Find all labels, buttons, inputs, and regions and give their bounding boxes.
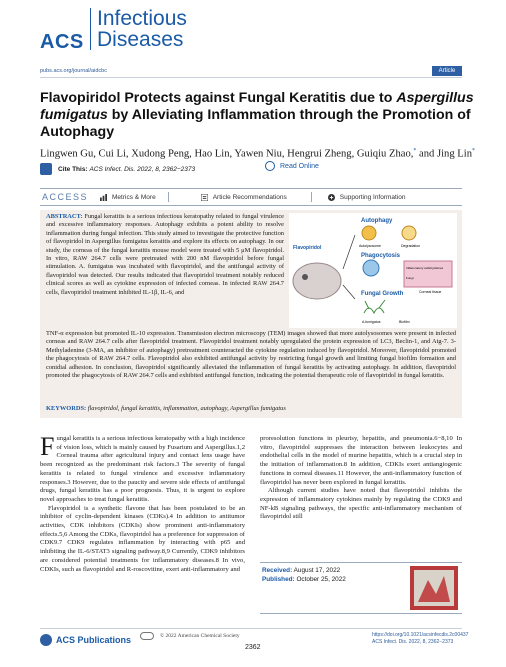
corresponding-author-mark[interactable]: * <box>472 148 476 154</box>
supporting-information-link[interactable]: Supporting Information <box>328 194 406 201</box>
cite-this[interactable]: Cite This: ACS Infect. Dis. 2022, 8, 2362−2373 <box>40 160 195 178</box>
header-divider <box>40 77 462 78</box>
received-dates: Received: August 17, 2022 Published: October 25, 2022 <box>262 567 346 583</box>
mouse-eye <box>302 274 308 280</box>
keywords: KEYWORDS: flavopiridol, fungal keratitis, inflammation, autophagy, Aspergillus fumigatus <box>46 405 286 412</box>
article-type-badge: Article <box>432 66 462 76</box>
degradation-label: Degradation <box>401 244 421 248</box>
body-column-right: proresolution functions in pleurisy, hepatitis, and pneumonia.6−8,10 In vitro, flavopiridol suppresses the interaction between leukocytes and endothelial cells in the model of murine hepatitis, which is a crucial step in the initiation of inflammation.8 In addition, CDKIs exert antiangiogenic functions in corneal diseases.11 However, the anti-inflammatory function of flavopiridol has never been explored in fungal keratitis. Although current studies have noted that flavopiridol inhibits the expression of inflammatory cytokines mainly by regulating the CDK9 and NF-kB signaling pathways, the specific anti-inflammatory mechanism of flavopiridol still <box>260 435 462 521</box>
footer-divider <box>40 628 462 629</box>
autophagy-label: Autophagy <box>361 218 393 224</box>
cornea-tissue-graphic <box>404 261 452 287</box>
acs-logo: ACS <box>40 31 84 53</box>
list-icon <box>201 194 208 201</box>
autolysosome-graphic <box>362 226 376 240</box>
article-recommendations-link[interactable]: Article Recommendations <box>201 194 287 201</box>
phagocytosis-label: Phagocytosis <box>361 253 401 259</box>
access-bar <box>40 188 462 206</box>
doi-info[interactable]: https://doi.org/10.1021/acsinfecdis.2c00437 ACS Infect. Dis. 2022, 8, 2362−2373 <box>372 632 469 645</box>
copyright: © 2022 American Chemical Society <box>160 633 240 639</box>
bar-chart-icon <box>100 194 107 201</box>
citation-reference: ACS Infect. Dis. 2022, 8, 2362−2373 <box>89 165 196 173</box>
macrophage-graphic <box>363 260 379 276</box>
abstract-text: ABSTRACT: Fungal keratitis is a serious infectious keratopathy related to fungal virulence and excessive inflammatory responses. Autophagy exhibits a potent ability to resolve inflammation during fungal infection. This study aimed to investigate the protective function of flavopiridol in Aspergillus fumigatus keratitis and explore its effects on autophagy. In our study, the corneas of the fungal keratitis mouse model were treated with 5 μM flavopiridol. In vitro, RAW 264.7 cells were pretreated with 200 nM flavopiridol before fungal stimulation. A. fumigatus was incubated with flavopiridol, and the antifungal activity of flavopiridol was detected. Our results indicated that flavopiridol treatment notably reduced clinical scores as well as cytokine expression of infected corneas. In infected RAW 264.7 cells, flavopiridol treatment inhibited IL-1β, IL-6, and <box>46 213 284 296</box>
journal-name-line1: Infectious <box>97 7 187 30</box>
journal-cover-thumbnail[interactable] <box>410 566 458 610</box>
journal-name-line2: Diseases <box>97 28 184 51</box>
article-title: Flavopiridol Protects against Fungal Keratitis due to Aspergillus fumigatus by Alleviating Inflammation through the Promotion of Autophagy <box>40 90 474 140</box>
access-label: ACCESS <box>42 192 89 202</box>
author-list: Lingwen Gu, Cui Li, Xudong Peng, Hao Lin, Yawen Niu, Hengrui Zheng, Guiqiu Zhao,* and Jing Lin* <box>40 148 476 160</box>
corresponding-author-mark[interactable]: * <box>413 148 417 154</box>
drop-cap: F <box>40 432 55 461</box>
biofilm-label: Biofilm <box>399 320 410 324</box>
cytokines-label: Cytokines <box>430 266 444 270</box>
read-online-button[interactable]: Read Online <box>265 161 319 171</box>
fungal-growth-label: Fungal Growth <box>361 291 404 297</box>
journal-url[interactable]: pubs.acs.org/journal/aidcbc <box>40 68 107 74</box>
autolysosome-label: Autolysosome <box>359 244 381 248</box>
afumigatus-label: A.fumigatus <box>362 320 381 324</box>
read-online-icon <box>265 161 275 171</box>
journal-logo <box>90 8 187 50</box>
fungi-label: Fungi <box>406 276 414 280</box>
degradation-graphic <box>402 226 416 240</box>
corneal-label: Corneal tissue <box>419 290 442 294</box>
drug-label: Flavopiridol <box>293 245 322 251</box>
plus-circle-icon <box>328 194 335 201</box>
page-number: 2362 <box>245 644 261 651</box>
inflammation-label: Inflammatory cells <box>406 266 431 270</box>
creative-commons-icon <box>140 632 154 640</box>
acs-publications-logo[interactable]: ACS Publications <box>40 634 131 646</box>
metrics-more-link[interactable]: Metrics & More <box>100 194 156 201</box>
cite-icon <box>40 163 52 175</box>
body-column-left: Fungal keratitis is a serious infectious keratopathy with a high incidence of vision loss, which is mainly caused by Fusarium and Aspergillus.1,2 Corneal trauma after agricultural injury and contact lens usage have been recognized as the predominant risk factors.3 The severity of fungal keratitis is related to fungal virulence and excessive inflammatory responses.3 However, due to the paucity and severe side effects of antifungal drugs, fungal keratitis has a poor prognosis. Thus, it is urgent to explore novel approaches to treat fungal keratitis. Flavopiridol is a synthetic flavone that has been postulated to be an inhibitor of cyclin-dependent kinases (CDKs).4 In addition to antitumor activities, CDK inhibitors (CDKIs) show prominent anti-inflammatory effects.5,6 Among the CDKs, flavopiridol has a preference for suppression of CDK9.7 CDK9 regulates inflammation by interacting with p65 and inhibiting the IL-6/STAT3 signaling pathway.8,9 Currently, CDK9 inhibitors are considered potential treatments for inflammatory diseases.8 In vivo, CDKIs, such as flavopiridol and R-roscovitine, exert anti-inflammatory and <box>40 432 245 573</box>
abstract-text-continued: TNF-α expression but promoted IL-10 expression. Transmission electron microscopy (TEM) images showed that more autolysosomes were present in infected corneas and RAW 264.7 cells after flavopiridol treatment. Flavopiridol treatment notably upregulated the protein expression of LC3, Beclin-1, and Atg-7. 3-Methyladenine (3-MA, an inhibitor of autophagy) pretreatment counteracted the cytokine regulation induced by flavopiridol. Moreover, flavopiridol promoted the phagocytosis of RAW 264.7 cells. Flavopiridol also exhibited antifungal activity by restricting fungal growth and limiting fungal biofilm formation and conidial adhesion. In conclusion, flavopiridol significantly alleviated the inflammation of fungal keratitis by activating autophagy. In addition, flavopiridol promoted the phagocytosis of RAW 264.7 cells and exhibited antifungal function, indicating the potential therapeutic role of flavopiridol in fungal keratitis. <box>46 330 456 380</box>
toc-graphic <box>289 213 457 328</box>
mouse-graphic <box>293 263 341 299</box>
acs-publications-icon <box>40 634 52 646</box>
